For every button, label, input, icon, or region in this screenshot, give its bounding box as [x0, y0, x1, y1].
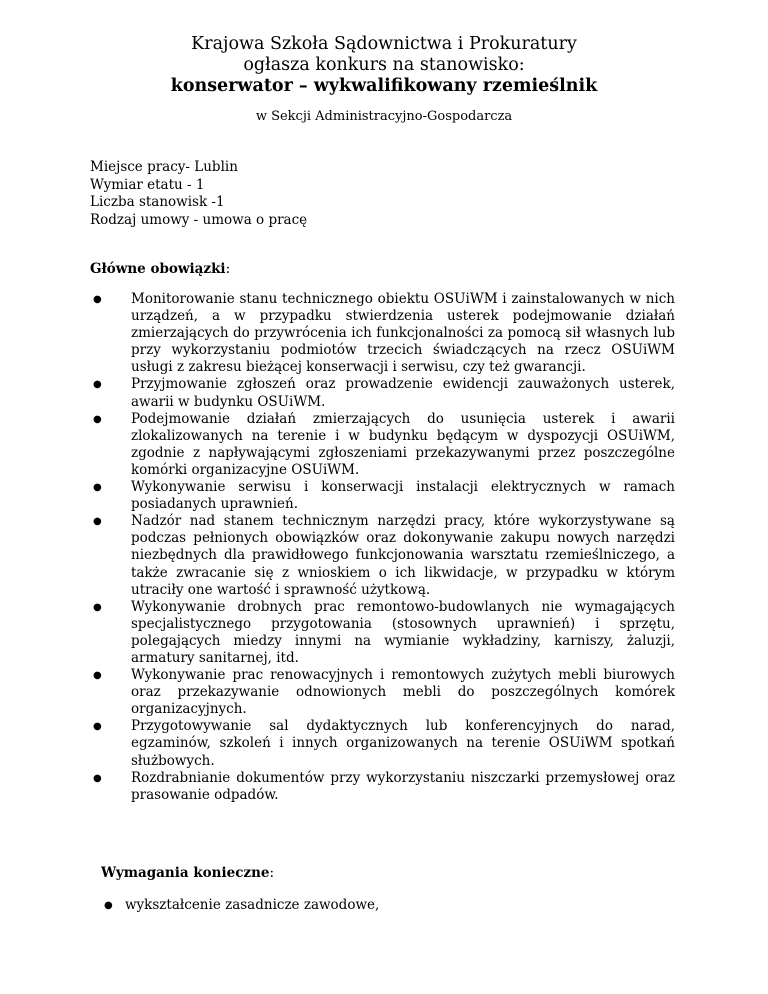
list-item [90, 770, 675, 804]
duty-text: Przygotowywanie sal dydaktycznych lub konferencyjnych do narad, egzaminów, szkoleń i innych organizowanych na terenie OSUiWM spotkań służbowych. [131, 718, 675, 769]
requirement-text: wykształcenie zasadnicze zawodowe, [125, 897, 380, 913]
position-title: konserwator – wykwalifikowany rzemieślnik [170, 76, 598, 96]
requirements-list [101, 897, 661, 914]
duty-text: Rozdrabnianie dokumentów przy wykorzystaniu niszczarki przemysłowej oraz prasowanie odpadów. [131, 769, 675, 803]
duties-heading-text: Główne obowiązki [90, 261, 226, 277]
list-item [90, 479, 675, 513]
duty-text: Wykonywanie serwisu i konserwacji instalacji elektrycznych w ramach posiadanych uprawnień. [131, 479, 675, 513]
bullet-icon: ● [93, 379, 102, 391]
duty-text: Nadzór nad stanem technicznym narzędzi pracy, które wykorzystywane są podczas pełnionych obowiązków oraz dokonywanie zakupu nowych narzędzi niezbędnych dla prawidłowego funkcjonowania warsztatu rzemieślniczego, a także zwracanie się z wnioskiem o ich likwidacje, w przypadku w którym utraciły one wartość i sprawność użytkową. [131, 513, 675, 598]
bullet-icon: ● [93, 721, 102, 733]
bullet-icon: ● [93, 413, 102, 425]
bullet-icon: ● [104, 900, 113, 911]
list-item [90, 411, 675, 479]
announcement-line: ogłasza konkurs na stanowisko: [243, 55, 525, 75]
job-positions-count: Liczba stanowisk -1 [90, 194, 225, 210]
requirements-heading-colon: : [269, 865, 275, 881]
department-line: w Sekcji Administracyjno-Gospodarcza [255, 109, 513, 124]
job-fte: Wymiar etatu - 1 [90, 176, 205, 193]
requirements-heading [101, 864, 274, 882]
bullet-icon: ● [93, 601, 102, 613]
list-item [101, 897, 661, 914]
list-item [90, 599, 675, 667]
duty-text: Podejmowanie działań zmierzających do usunięcia usterek i awarii zlokalizowanych na terenie i w budynku będącym w dyspozycji OSUiWM, zgodnie z napływającymi zgłoszeniami przekazywanymi przez poszczególne komórki organizacyjne OSUiWM. [131, 410, 675, 478]
duty-text: Monitorowanie stanu technicznego obiektu OSUiWM i zainstalowanych w nich urządzeń, a w przypadku stwierdzenia usterek podejmowanie działań zmierzających do przywrócenia ich funkcjonalności za pomocą sił własnych lub przy wykorzystaniu podmiotów trzecich świadczących na rzecz OSUiWM usługi z zakresu bieżącej konserwacji i serwisu, czy też gwarancji. [131, 291, 675, 376]
list-item [90, 718, 675, 769]
list-item [90, 376, 675, 410]
list-item [90, 513, 675, 598]
requirements-heading-text: Wymagania konieczne [101, 865, 270, 881]
duties-heading [90, 260, 230, 278]
duties-heading-colon: : [225, 261, 231, 277]
bullet-icon: ● [93, 294, 102, 305]
list-item [90, 291, 675, 376]
duty-text: Wykonywanie prac renowacyjnych i remontowych zużytych mebli biurowych oraz przekazywanie odnowionych mebli do poszczególnych komórek organizacyjnych. [131, 667, 675, 718]
bullet-icon: ● [93, 772, 102, 784]
job-info [90, 159, 307, 229]
institution-name: Krajowa Szkoła Sądownictwa i Prokuratury [191, 34, 577, 54]
duty-text: Wykonywanie drobnych prac remontowo-budowlanych nie wymagających specjalistycznego przygotowania (stosownych uprawnień) i sprzętu, polegających miedzy innymi na wymianie wykładziny, karniszy, żaluzji, armatury sanitarnej, itd. [131, 598, 675, 666]
bullet-icon: ● [93, 670, 102, 682]
job-contract-type: Rodzaj umowy - umowa o pracę [90, 211, 308, 228]
duty-text: Przyjmowanie zgłoszeń oraz prowadzenie ewidencji zauważonych usterek, awarii w budynku OSUiWM. [131, 376, 675, 410]
duties-list [90, 291, 675, 804]
bullet-icon: ● [93, 482, 102, 494]
list-item [90, 667, 675, 718]
bullet-icon: ● [93, 516, 102, 528]
job-location: Miejsce pracy- Lublin [90, 159, 238, 175]
